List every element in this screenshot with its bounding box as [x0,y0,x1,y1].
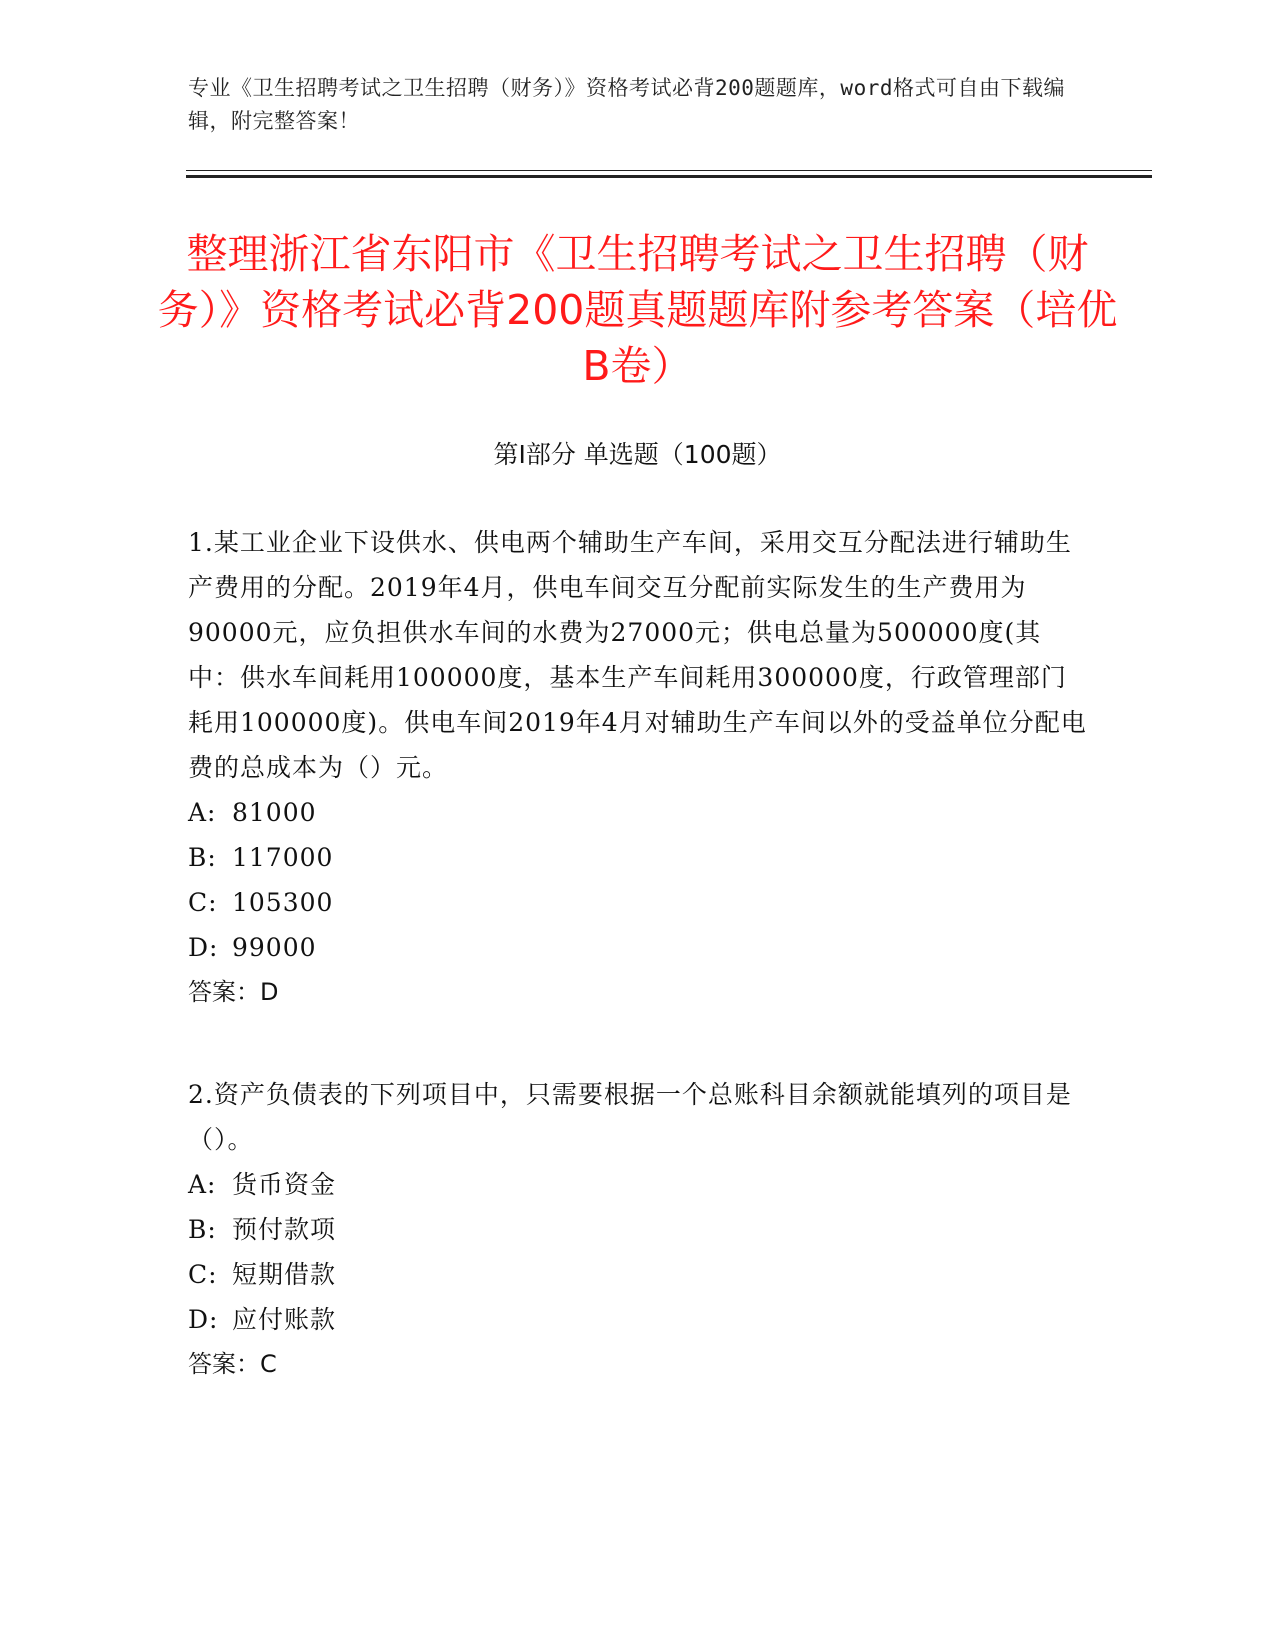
option-text: 短期借款 [232,1260,337,1289]
option-d [188,1297,1088,1342]
option-b [188,835,1088,880]
header-divider-thick [186,175,1152,178]
option-text: 预付款项 [232,1215,337,1244]
option-text: 应付账款 [232,1305,337,1334]
document-title: 整理浙江省东阳市《卫生招聘考试之卫生招聘（财务）》资格考试必背200题真题题库附参考答案（培优B卷） [157,230,1118,390]
option-letter: B: [188,843,217,872]
option-a [188,790,1088,835]
option-d [188,925,1088,970]
option-letter: D: [188,1305,219,1334]
option-text: 105300 [232,888,334,917]
option-letter: A: [188,1170,217,1199]
option-text: 117000 [232,843,334,872]
option-text: 99000 [232,933,317,962]
option-c [188,880,1088,925]
option-text: 81000 [232,798,317,827]
answer-line: 答案：C [188,1350,277,1378]
option-text: 货币资金 [232,1170,337,1199]
option-letter: C: [188,1260,218,1289]
option-letter: B: [188,1215,217,1244]
answer-line: 答案：D [188,978,279,1006]
option-c [188,1252,1088,1297]
question-stem: 1.某工业企业下设供水、供电两个辅助生产车间，采用交互分配法进行辅助生产费用的分配。2019年4月，供电车间交互分配前实际发生的生产费用为90000元，应负担供水车间的水费为27000元；供电总量为500000度(其中：供水车间耗用100000度，基本生产车间耗用300000度，行政管理部门耗用100000度)。供电车间2019年4月对辅助生产车间以外的受益单位分配电费的总成本为（）元。 [188,528,1087,782]
option-letter: D: [188,933,219,962]
section-title: 第I部分 单选题（100题） [493,440,782,469]
option-b [188,1207,1088,1252]
option-a [188,1162,1088,1207]
question-1 [188,520,1088,1015]
header-divider-thin [186,170,1152,171]
question-stem: 2.资产负债表的下列项目中，只需要根据一个总账科目余额就能填列的项目是（）。 [188,1080,1072,1154]
option-letter: C: [188,888,218,917]
option-letter: A: [188,798,217,827]
header-note: 专业《卫生招聘考试之卫生招聘（财务）》资格考试必背200题题库，word格式可自由下载编辑，附完整答案！ [188,76,1065,133]
question-2 [188,1072,1088,1387]
